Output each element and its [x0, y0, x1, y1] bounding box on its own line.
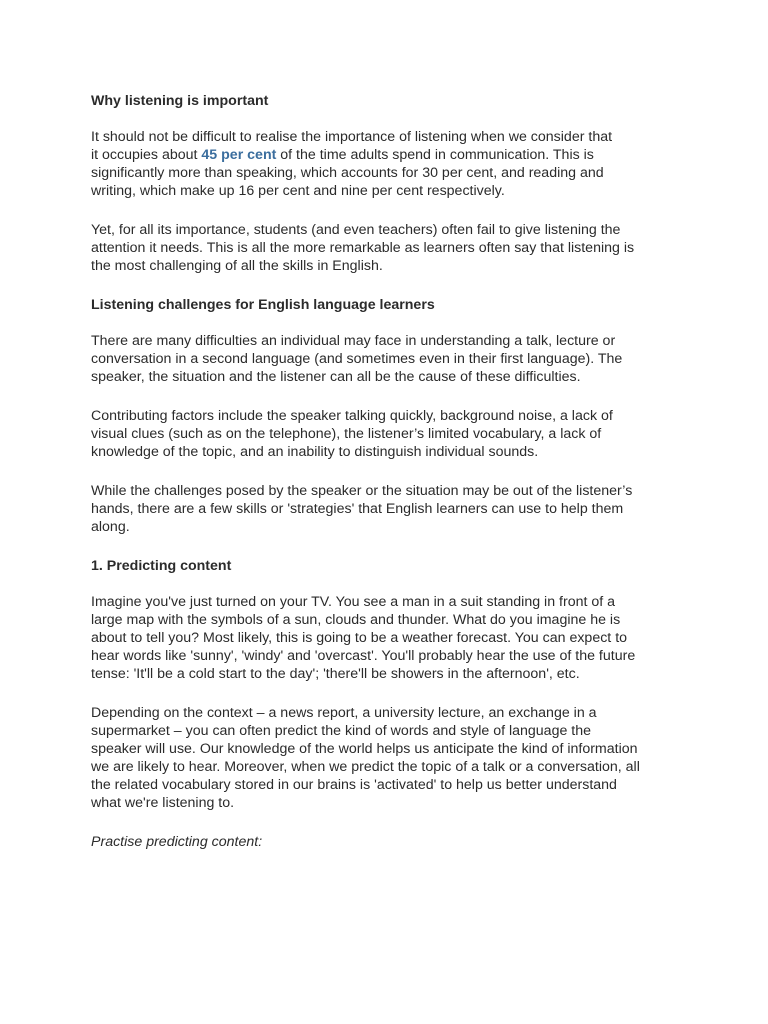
- paragraph-tv-example: [91, 593, 691, 683]
- text-line: tense: 'It'll be a cold start to the day'; 'there'll be showers in the afternoon', etc.: [91, 666, 580, 682]
- text-line: what we're listening to.: [91, 795, 235, 811]
- text-line: speaker will use. Our knowledge of the world helps us anticipate the kind of information: [91, 741, 638, 757]
- text-line: significantly more than speaking, which accounts for 30 per cent, and reading and: [91, 165, 604, 181]
- paragraph-contributing-factors: [91, 407, 691, 461]
- text-line: visual clues (such as on the telephone), the listener’s limited vocabulary, a lack of: [91, 426, 602, 442]
- text-line: we are likely to hear. Moreover, when we predict the topic of a talk or a conversation, all: [91, 759, 640, 775]
- text-line: [91, 146, 691, 164]
- text-line: While the challenges posed by the speaker or the situation may be out of the listener’s: [91, 483, 633, 499]
- text-line: There are many difficulties an individual may face in understanding a talk, lecture or: [91, 333, 616, 349]
- paragraph-listening-neglected: [91, 221, 691, 275]
- text-line: hands, there are a few skills or 'strategies' that English learners can use to help them: [91, 501, 624, 517]
- text-line: knowledge of the topic, and an inability to distinguish individual sounds.: [91, 444, 539, 460]
- text-line: conversation in a second language (and sometimes even in their first language). The: [91, 351, 623, 367]
- text-line: the most challenging of all the skills in English.: [91, 258, 383, 274]
- text-line: hear words like 'sunny', 'windy' and 'overcast'. You'll probably hear the use of the future: [91, 648, 636, 664]
- text-line: supermarket – you can often predict the kind of words and style of language the: [91, 723, 592, 739]
- text-line: about to tell you? Most likely, this is going to be a weather forecast. You can expect to: [91, 630, 628, 646]
- text-segment: it occupies about: [91, 147, 202, 163]
- paragraph-listening-importance: [91, 128, 691, 200]
- paragraph-difficulties: [91, 332, 691, 386]
- percent-link[interactable]: 45 per cent: [201, 147, 277, 163]
- text-line: along.: [91, 519, 130, 535]
- text-line: speaker, the situation and the listener can all be the cause of these difficulties.: [91, 369, 581, 385]
- text-line: attention it needs. This is all the more remarkable as learners often say that listening is: [91, 240, 635, 256]
- text-line: large map with the symbols of a sun, clouds and thunder. What do you imagine he is: [91, 612, 621, 628]
- text-line: Depending on the context – a news report, a university lecture, an exchange in a: [91, 705, 597, 721]
- heading-why-listening: Why listening is important: [91, 93, 269, 109]
- text-line: Contributing factors include the speaker talking quickly, background noise, a lack of: [91, 408, 613, 424]
- heading-predicting-content: 1. Predicting content: [91, 558, 232, 574]
- text-segment: of the time adults spend in communication. This is: [276, 147, 594, 163]
- paragraph-strategies: [91, 482, 691, 536]
- text-line: Yet, for all its importance, students (and even teachers) often fail to give listening the: [91, 222, 621, 238]
- text-line: writing, which make up 16 per cent and nine per cent respectively.: [91, 183, 505, 199]
- document-body: [91, 92, 691, 851]
- practise-predicting-label: Practise predicting content:: [91, 834, 263, 850]
- text-line: Imagine you've just turned on your TV. You see a man in a suit standing in front of a: [91, 594, 616, 610]
- text-line: It should not be difficult to realise the importance of listening when we consider that: [91, 129, 613, 145]
- text-line: the related vocabulary stored in our brains is 'activated' to help us better understand: [91, 777, 617, 793]
- heading-listening-challenges: Listening challenges for English language learners: [91, 297, 435, 313]
- paragraph-context: [91, 704, 691, 812]
